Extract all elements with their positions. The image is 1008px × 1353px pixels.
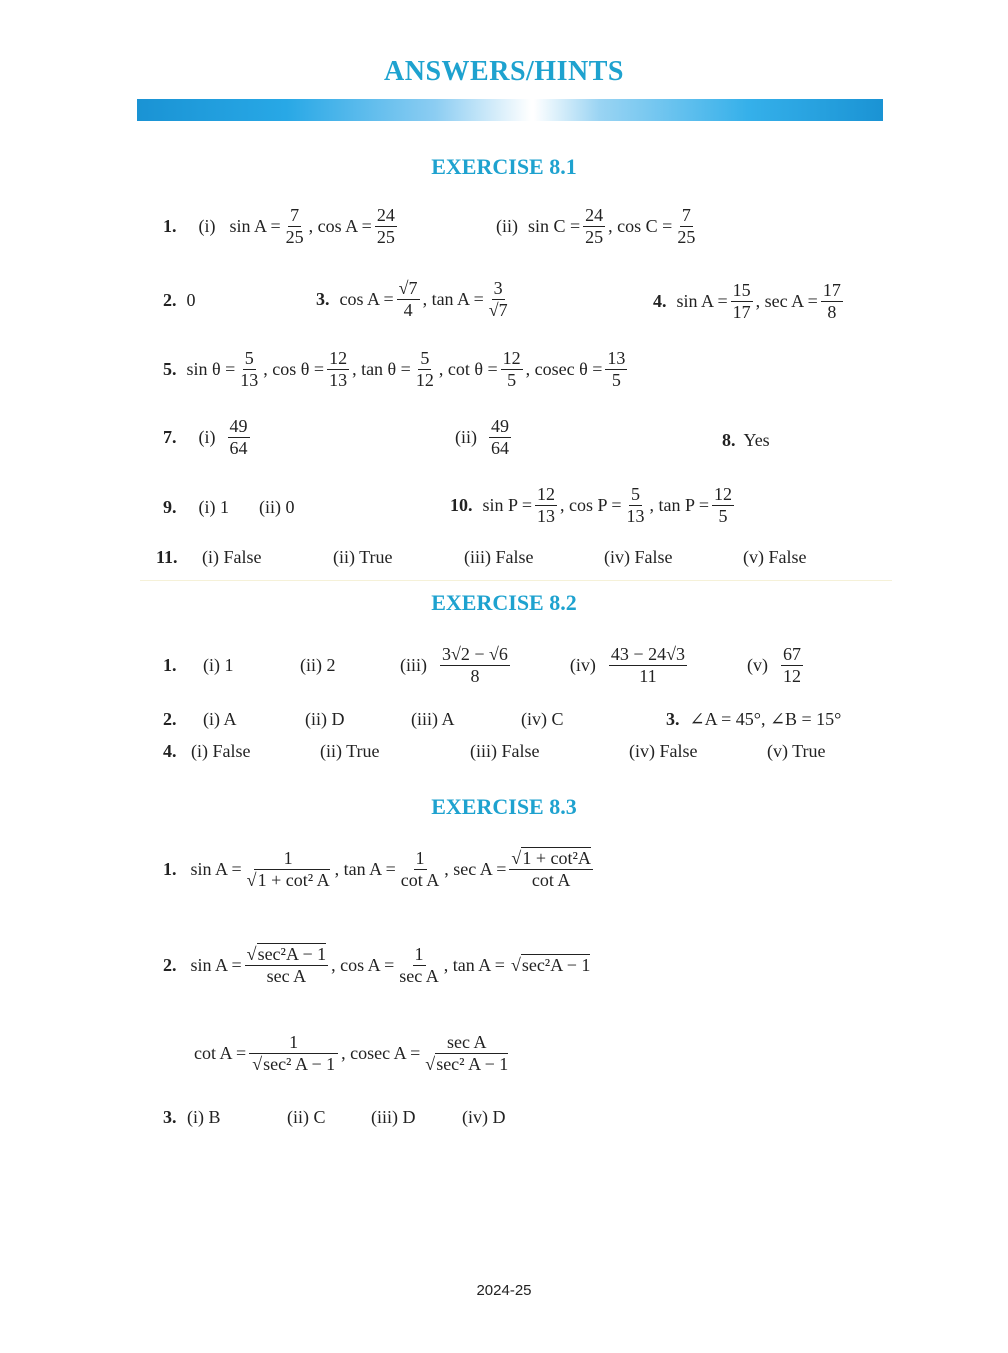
ex81-q1-ii: (ii) sin C = $\frac{24}{25}$ , cos C = $\frac{7}{25}$ xyxy=(496,205,696,247)
page-title: ANSWERS/HINTS xyxy=(384,56,624,87)
fraction: $\frac{24}{25}$ xyxy=(376,205,395,247)
fraction: $\frac{1}{\text{sec A}}$ xyxy=(399,944,439,986)
section-divider xyxy=(140,580,892,581)
ex82-q4: 4. (i) False (ii) True (iii) False (iv) False (v) True xyxy=(163,741,826,761)
fraction: $\frac{67}{12}$ xyxy=(782,644,801,686)
fraction: $\frac{15}{17}$ xyxy=(732,280,751,322)
fraction: $\frac{3}{√7}$ xyxy=(488,278,508,320)
ex83-q2-cont: cot A = $\frac{1}{\text{√sec² A − 1}}$ , cosec A = $\frac{\text{sec A}}{\text{√sec² A − 1}}$ xyxy=(194,1032,509,1074)
ex81-q4: 4. sin A = $\frac{15}{17}$ , sec A = $\frac{17}{8}$ xyxy=(653,280,841,322)
question-number: 1. xyxy=(163,215,177,236)
fraction: $\frac{1}{\text{cot A}}$ xyxy=(400,848,440,890)
fraction: $\frac{1}{\text{√sec² A − 1}}$ xyxy=(249,1032,338,1074)
fraction: $\frac{24}{25}$ xyxy=(585,205,604,247)
ex81-q1-i: 1. (i) sin A = $\frac{7}{25}$ , cos A = $\frac{24}{25}$ xyxy=(163,205,395,247)
fraction: $\frac{3√2 - √6}{8}$ xyxy=(442,644,508,686)
fraction: $\frac{43 - 24√3}{11}$ xyxy=(610,644,685,686)
fraction: $\frac{5}{13}$ xyxy=(240,348,259,390)
fraction: $\frac{√7}{4}$ xyxy=(398,278,418,320)
fraction: $\frac{12}{5}$ xyxy=(502,348,521,390)
fraction: $\frac{\text{sec A}}{\text{√sec² A − 1}}$ xyxy=(425,1032,509,1074)
fraction: $\frac{13}{5}$ xyxy=(607,348,626,390)
fraction: $\frac{12}{5}$ xyxy=(713,484,732,526)
ex81-q10: 10. sin P = $\frac{12}{13}$ , cos P = $\frac{5}{13}$ , tan P = $\frac{12}{5}$ xyxy=(450,484,732,526)
title-gradient-bar xyxy=(137,99,883,121)
fraction: $\frac{1}{\text{√1 + cot² A}}$ xyxy=(246,848,330,890)
ex81-q3: 3. cos A = $\frac{√7}{4}$ , tan A = $\frac{3}{√7}$ xyxy=(316,278,508,320)
fraction: $\frac{49}{64}$ xyxy=(491,416,509,458)
exercise-8-1-heading: EXERCISE 8.1 xyxy=(431,154,577,179)
ex82-q1: 1. (i) 1 (ii) 2 (iii) $\frac{3√2 - √6}{8}$ (iv) $\frac{43 - 24√3}{11}$ (v) $\frac{67}{12}$ xyxy=(163,644,801,686)
fraction: $\frac{49}{64}$ xyxy=(229,416,248,458)
page-footer-year: 2024-25 xyxy=(476,1282,532,1299)
fraction: $\frac{7}{25}$ xyxy=(677,205,696,247)
fraction: $\frac{\text{√sec²A − 1}}{\text{sec A}}$ xyxy=(246,944,327,986)
fraction: $\frac{17}{8}$ xyxy=(822,280,841,322)
ex81-q11: 11. (i) False (ii) True (iii) False (iv) False (v) False xyxy=(156,547,807,567)
ex81-q8: 8. Yes xyxy=(722,430,770,450)
fraction: $\frac{12}{13}$ xyxy=(329,348,348,390)
ex82-q2: 2. (i) A (ii) D (iii) A (iv) C xyxy=(163,709,564,729)
ex83-q1: 1. sin A = $\frac{1}{\text{√1 + cot² A}}$ , tan A = $\frac{1}{\text{cot A}}$ , sec A = $\frac{\text{√1 + cot²A}}{\text{cot A}}$ xyxy=(163,848,591,890)
fraction: $\frac{5}{13}$ xyxy=(626,484,645,526)
ex81-q5: 5. sin θ = $\frac{5}{13}$ , cos θ = $\frac{12}{13}$ , tan θ = $\frac{5}{12}$ , cot θ = $\frac{12}{5}$ , cosec θ = $\frac{13}{5}$ xyxy=(163,348,626,390)
ex83-q3: 3. (i) B (ii) C (iii) D (iv) D xyxy=(163,1107,506,1127)
ex81-q7-i: 7. (i) $\frac{49}{64}$ xyxy=(163,416,248,458)
exercise-8-3-heading: EXERCISE 8.3 xyxy=(431,794,577,819)
fraction: $\frac{12}{13}$ xyxy=(537,484,555,526)
fraction: $\frac{\text{√1 + cot²A}}{\text{cot A}}$ xyxy=(511,848,591,890)
ex83-q2: 2. sin A = $\frac{\text{√sec²A − 1}}{\text{sec A}}$ , cos A = $\frac{1}{\text{sec A}}$ , tan A = √sec²A − 1 xyxy=(163,944,591,986)
ex82-q3: 3. ∠A = 45°, ∠B = 15° xyxy=(666,709,842,729)
fraction: $\frac{7}{25}$ xyxy=(285,205,304,247)
ex81-q9: 9. (i) 1 (ii) 0 xyxy=(163,497,295,517)
fraction: $\frac{5}{12}$ xyxy=(415,348,434,390)
exercise-8-2-heading: EXERCISE 8.2 xyxy=(431,590,577,615)
ex81-q7-ii: (ii) $\frac{49}{64}$ xyxy=(455,416,509,458)
ex81-q2: 2. 0 xyxy=(163,290,196,310)
